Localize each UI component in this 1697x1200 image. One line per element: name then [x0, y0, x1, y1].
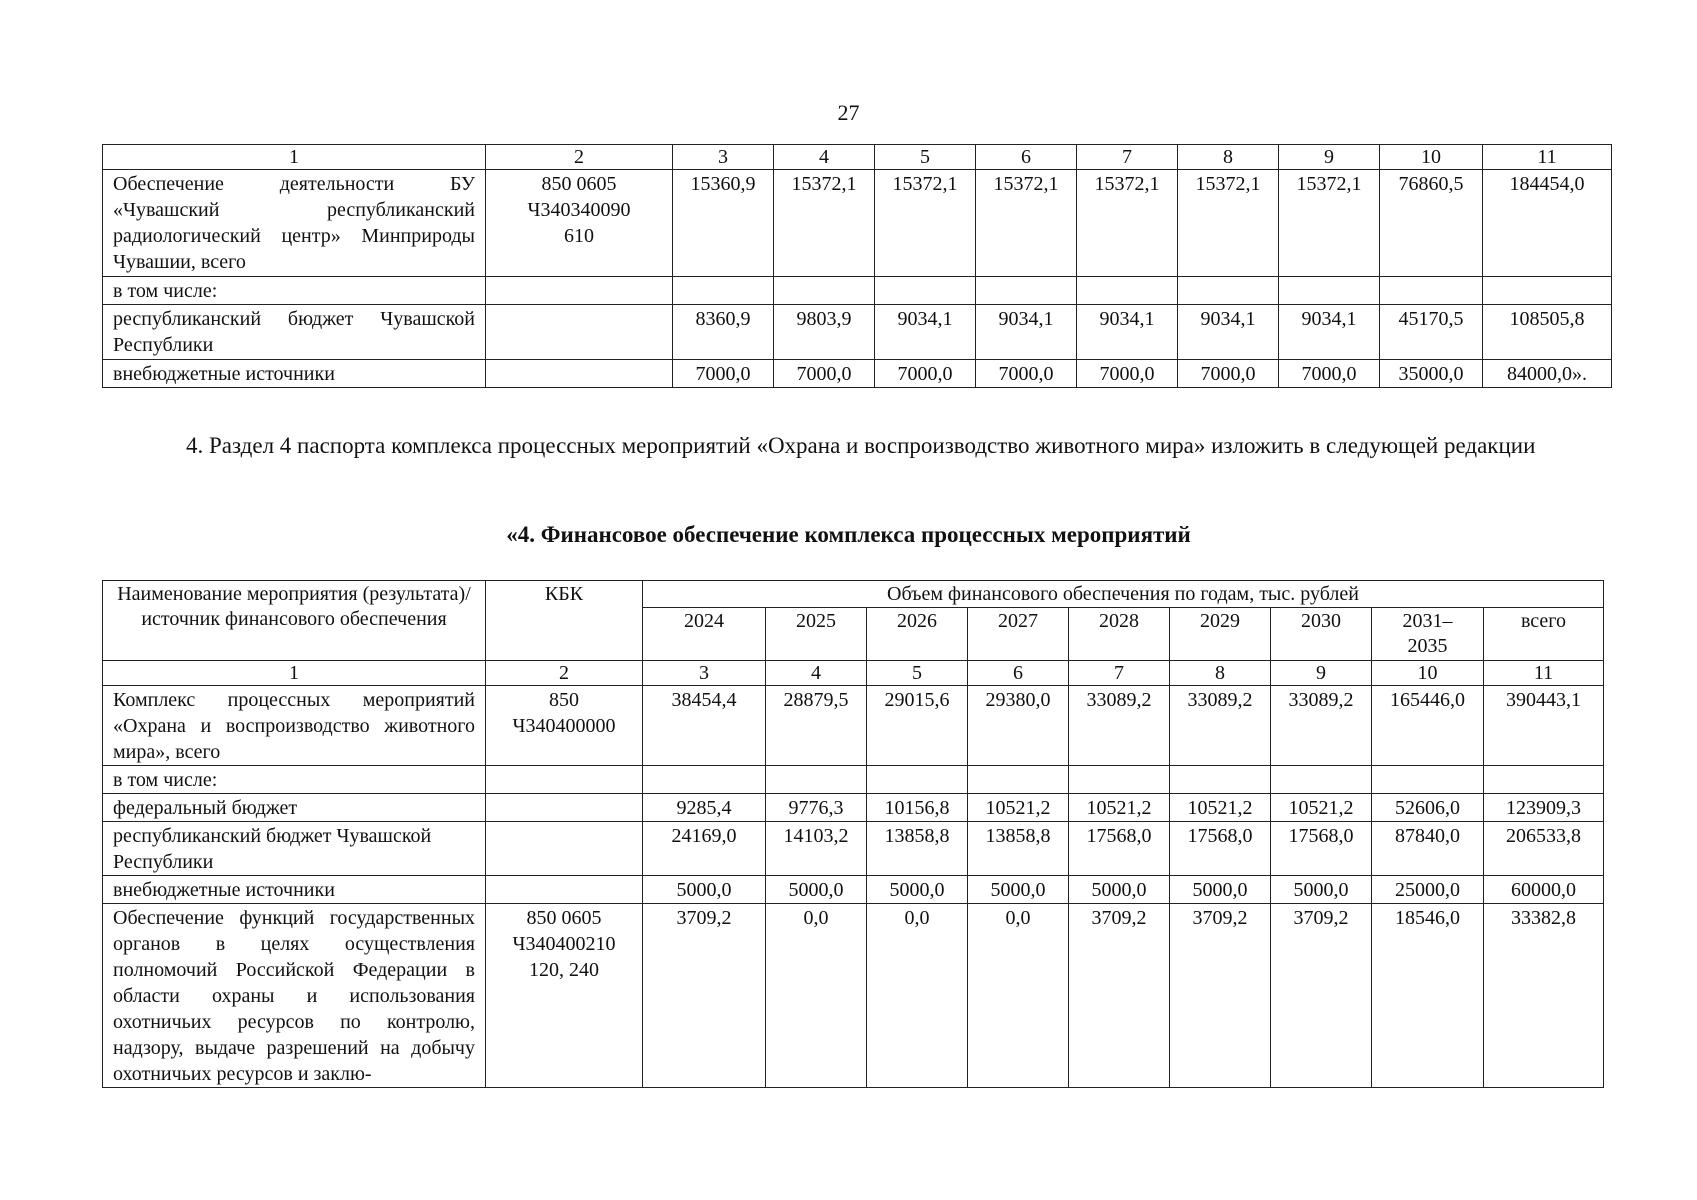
header-volume: Объем финансового обеспечения по годам, тыс. рублей [643, 581, 1604, 608]
row-name: республиканский бюджет Чувашской Республики [103, 305, 486, 360]
value-cell: 3709,2 [1271, 904, 1372, 1088]
value-cell: 0,0 [867, 904, 968, 1088]
column-number: 11 [1484, 661, 1604, 686]
value-cell: 390443,1 [1484, 686, 1604, 766]
table-row [103, 277, 1612, 305]
value-cell: 15372,1 [1077, 170, 1178, 277]
value-cell: 3709,2 [1069, 904, 1170, 1088]
column-number: 9 [1271, 661, 1372, 686]
value-cell: 5000,0 [968, 876, 1069, 904]
kbk-cell [486, 170, 673, 277]
header-kbk: КБК [486, 581, 643, 661]
column-number: 6 [976, 145, 1077, 170]
value-cell: 25000,0 [1372, 876, 1484, 904]
kbk-cell [486, 904, 643, 1088]
value-cell: 123909,3 [1484, 794, 1604, 822]
value-cell: 15372,1 [875, 170, 976, 277]
value-cell: 9034,1 [976, 305, 1077, 360]
value-cell: 5000,0 [1170, 876, 1271, 904]
column-number-row [103, 145, 1612, 170]
section-title: «4. Финансовое обеспечение комплекса процессных мероприятий [506, 522, 1191, 547]
value-cell: 10156,8 [867, 794, 968, 822]
value-cell: 7000,0 [673, 360, 774, 388]
kbk-line: 120, 240 [529, 959, 599, 981]
header-year: 2030 [1271, 608, 1372, 661]
value-cell: 7000,0 [976, 360, 1077, 388]
table-row [103, 686, 1604, 766]
column-number: 9 [1279, 145, 1380, 170]
value-cell: 7000,0 [1178, 360, 1279, 388]
column-number: 8 [1178, 145, 1279, 170]
column-number: 10 [1372, 661, 1484, 686]
table-header-row [103, 581, 1604, 608]
table-row [103, 766, 1604, 794]
row-name: внебюджетные источники [103, 360, 486, 388]
row-name: Обеспечение функций государственных органов в целях осуществления полномочий Российской Федерации в области охраны и использования охотничьих ресурсов по контролю, надзору, выдаче разрешений на добычу охотничьих ресурсов и заклю- [103, 904, 486, 1088]
header-name: Наименование мероприятия (результата)/источник финансового обеспечения [103, 581, 486, 661]
header-year: 2027 [968, 608, 1069, 661]
value-cell: 60000,0 [1484, 876, 1604, 904]
value-cell: 108505,8 [1483, 305, 1612, 360]
header-year: 2031–2035 [1372, 608, 1484, 661]
row-name: республиканский бюджет Чувашской Республики [103, 822, 486, 876]
value-cell: 5000,0 [766, 876, 867, 904]
table-row [103, 904, 1604, 1088]
closing-quote: ». [1572, 363, 1587, 385]
kbk-line: 850 0605 [541, 173, 617, 195]
row-name: федеральный бюджет [103, 794, 486, 822]
header-year: 2026 [867, 608, 968, 661]
column-number: 2 [486, 145, 673, 170]
value-cell: 184454,0 [1483, 170, 1612, 277]
value-cell: 17568,0 [1271, 822, 1372, 876]
column-number: 5 [875, 145, 976, 170]
value-cell: 15372,1 [774, 170, 875, 277]
value-cell: 10521,2 [1170, 794, 1271, 822]
column-number: 11 [1483, 145, 1612, 170]
column-number: 1 [103, 661, 486, 686]
value-cell: 8360,9 [673, 305, 774, 360]
column-number: 2 [486, 661, 643, 686]
value-cell: 0,0 [968, 904, 1069, 1088]
value-cell: 33089,2 [1170, 686, 1271, 766]
value-cell: 206533,8 [1484, 822, 1604, 876]
continuation-table [102, 144, 1612, 388]
kbk-line: 610 [564, 225, 594, 247]
column-number-row [103, 661, 1604, 686]
including-label: в том числе: [103, 277, 486, 305]
value-cell: 52606,0 [1372, 794, 1484, 822]
value-cell: 9034,1 [1077, 305, 1178, 360]
column-number: 7 [1069, 661, 1170, 686]
value-cell: 45170,5 [1380, 305, 1483, 360]
value-cell: 5000,0 [1069, 876, 1170, 904]
header-year: 2024 [643, 608, 766, 661]
header-year: 2029 [1170, 608, 1271, 661]
value-cell: 15372,1 [1178, 170, 1279, 277]
value-text: 84000,0 [1507, 363, 1572, 385]
kbk-line: 850 [549, 689, 579, 711]
header-total: всего [1484, 608, 1604, 661]
column-number: 1 [103, 145, 486, 170]
financing-table [102, 580, 1604, 1088]
row-name: Обеспечение деятельности БУ «Чувашский республиканский радиологический центр» Минприроды Чувашии, всего [103, 170, 486, 277]
column-number: 6 [968, 661, 1069, 686]
value-cell: 9776,3 [766, 794, 867, 822]
value-cell: 9285,4 [643, 794, 766, 822]
value-cell: 9803,9 [774, 305, 875, 360]
value-cell: 17568,0 [1170, 822, 1271, 876]
kbk-line: Ч340400210 [512, 933, 616, 955]
header-year: 2028 [1069, 608, 1170, 661]
value-cell: 9034,1 [875, 305, 976, 360]
value-cell: 5000,0 [643, 876, 766, 904]
row-name: внебюджетные источники [103, 876, 486, 904]
value-cell: 29015,6 [867, 686, 968, 766]
value-cell: 33089,2 [1069, 686, 1170, 766]
value-cell: 5000,0 [1271, 876, 1372, 904]
amendment-paragraph: 4. Раздел 4 паспорта комплекса процессных мероприятий «Охрана и воспроизводство животного мира» изложить в следующей редакции [186, 433, 1536, 458]
column-number: 10 [1380, 145, 1483, 170]
value-cell: 13858,8 [968, 822, 1069, 876]
value-cell: 15372,1 [1279, 170, 1380, 277]
value-cell: 10521,2 [1271, 794, 1372, 822]
value-cell: 7000,0 [875, 360, 976, 388]
column-number: 3 [673, 145, 774, 170]
value-cell: 165446,0 [1372, 686, 1484, 766]
column-number: 3 [643, 661, 766, 686]
value-cell: 3709,2 [1170, 904, 1271, 1088]
table-row [103, 305, 1612, 360]
value-cell: 7000,0 [1279, 360, 1380, 388]
value-cell: 87840,0 [1372, 822, 1484, 876]
table-row [103, 170, 1612, 277]
value-cell: 5000,0 [867, 876, 968, 904]
table-row [103, 360, 1612, 388]
value-cell: 14103,2 [766, 822, 867, 876]
column-number: 5 [867, 661, 968, 686]
kbk-line: Ч340400000 [512, 715, 616, 737]
value-cell: 17568,0 [1069, 822, 1170, 876]
value-cell: 24169,0 [643, 822, 766, 876]
page-number: 27 [837, 100, 860, 125]
value-cell: 29380,0 [968, 686, 1069, 766]
row-name: Комплекс процессных мероприятий «Охрана и воспроизводство животного мира», всего [103, 686, 486, 766]
column-number: 7 [1077, 145, 1178, 170]
header-year: 2025 [766, 608, 867, 661]
table-row [103, 822, 1604, 876]
value-cell: 10521,2 [1069, 794, 1170, 822]
value-cell: 35000,0 [1380, 360, 1483, 388]
kbk-line: 850 0605 [526, 907, 602, 929]
column-number: 4 [774, 145, 875, 170]
value-cell: 38454,4 [643, 686, 766, 766]
value-cell: 7000,0 [774, 360, 875, 388]
table-row [103, 794, 1604, 822]
value-cell: 28879,5 [766, 686, 867, 766]
column-number: 4 [766, 661, 867, 686]
table-row [103, 876, 1604, 904]
including-label: в том числе: [103, 766, 486, 794]
value-cell: 76860,5 [1380, 170, 1483, 277]
value-cell: 10521,2 [968, 794, 1069, 822]
value-cell: 0,0 [766, 904, 867, 1088]
value-cell: 15360,9 [673, 170, 774, 277]
value-cell: 18546,0 [1372, 904, 1484, 1088]
value-cell: 9034,1 [1178, 305, 1279, 360]
value-cell: 33382,8 [1484, 904, 1604, 1088]
value-cell: 7000,0 [1077, 360, 1178, 388]
value-cell: 33089,2 [1271, 686, 1372, 766]
value-cell: 13858,8 [867, 822, 968, 876]
value-cell: 3709,2 [643, 904, 766, 1088]
value-cell: 15372,1 [976, 170, 1077, 277]
value-cell: 9034,1 [1279, 305, 1380, 360]
kbk-cell [486, 686, 643, 766]
column-number: 8 [1170, 661, 1271, 686]
value-cell [1483, 360, 1612, 388]
kbk-line: Ч340340090 [527, 199, 631, 221]
